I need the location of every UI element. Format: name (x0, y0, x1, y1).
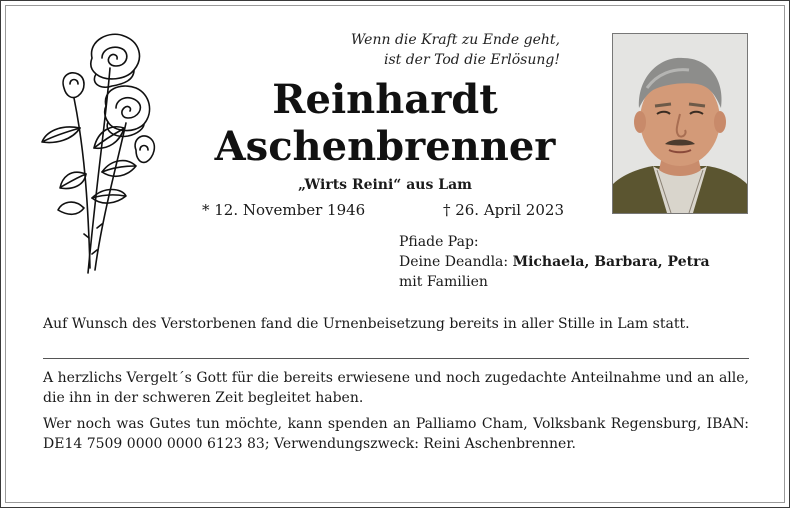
mourners-daughters-prefix: Deine Deandla: (399, 254, 513, 270)
life-dates (200, 200, 570, 220)
quote-line-1: Wenn die Kraft zu Ende geht, (350, 32, 560, 48)
portrait-photo (612, 33, 748, 214)
death-date: † 26. April 2023 (442, 201, 564, 219)
mourners-daughters (399, 252, 749, 272)
quote (300, 30, 560, 70)
roses-icon (40, 28, 162, 274)
mourners-greeting: Pfiade Pap: (399, 234, 479, 250)
mourners-daughters-names: Michaela, Barbara, Petra (512, 254, 710, 270)
mourners-block (399, 232, 749, 292)
quote-line-2: ist der Tod die Erlösung! (383, 52, 560, 68)
burial-paragraph: Auf Wunsch des Verstorbenen fand die Urnenbeisetzung bereits in aller Stille in Lam statt. (43, 316, 690, 332)
deceased-name (200, 76, 570, 170)
donation-paragraph: Wer noch was Gutes tun möchte, kann spenden an Palliamo Cham, Volksbank Regensburg, IBAN: DE14 7509 0000 0000 6123 83; Verwendungszweck: Reini Aschenbrenner. (43, 416, 749, 452)
mourners-families: mit Familien (399, 274, 488, 290)
divider (43, 358, 749, 359)
portrait-illustration (613, 34, 747, 213)
birth-date: * 12. November 1946 (202, 201, 366, 219)
thanks-paragraph: A herzlichs Vergelt´s Gott für die bereits erwiesene und noch zugedachte Anteilnahme und an alle, die ihn in der schweren Zeit begleitet haben. (43, 370, 749, 406)
nickname: „Wirts Reini“ aus Lam (298, 177, 472, 193)
last-name: Aschenbrenner (214, 123, 556, 170)
first-name: Reinhardt (272, 76, 498, 123)
